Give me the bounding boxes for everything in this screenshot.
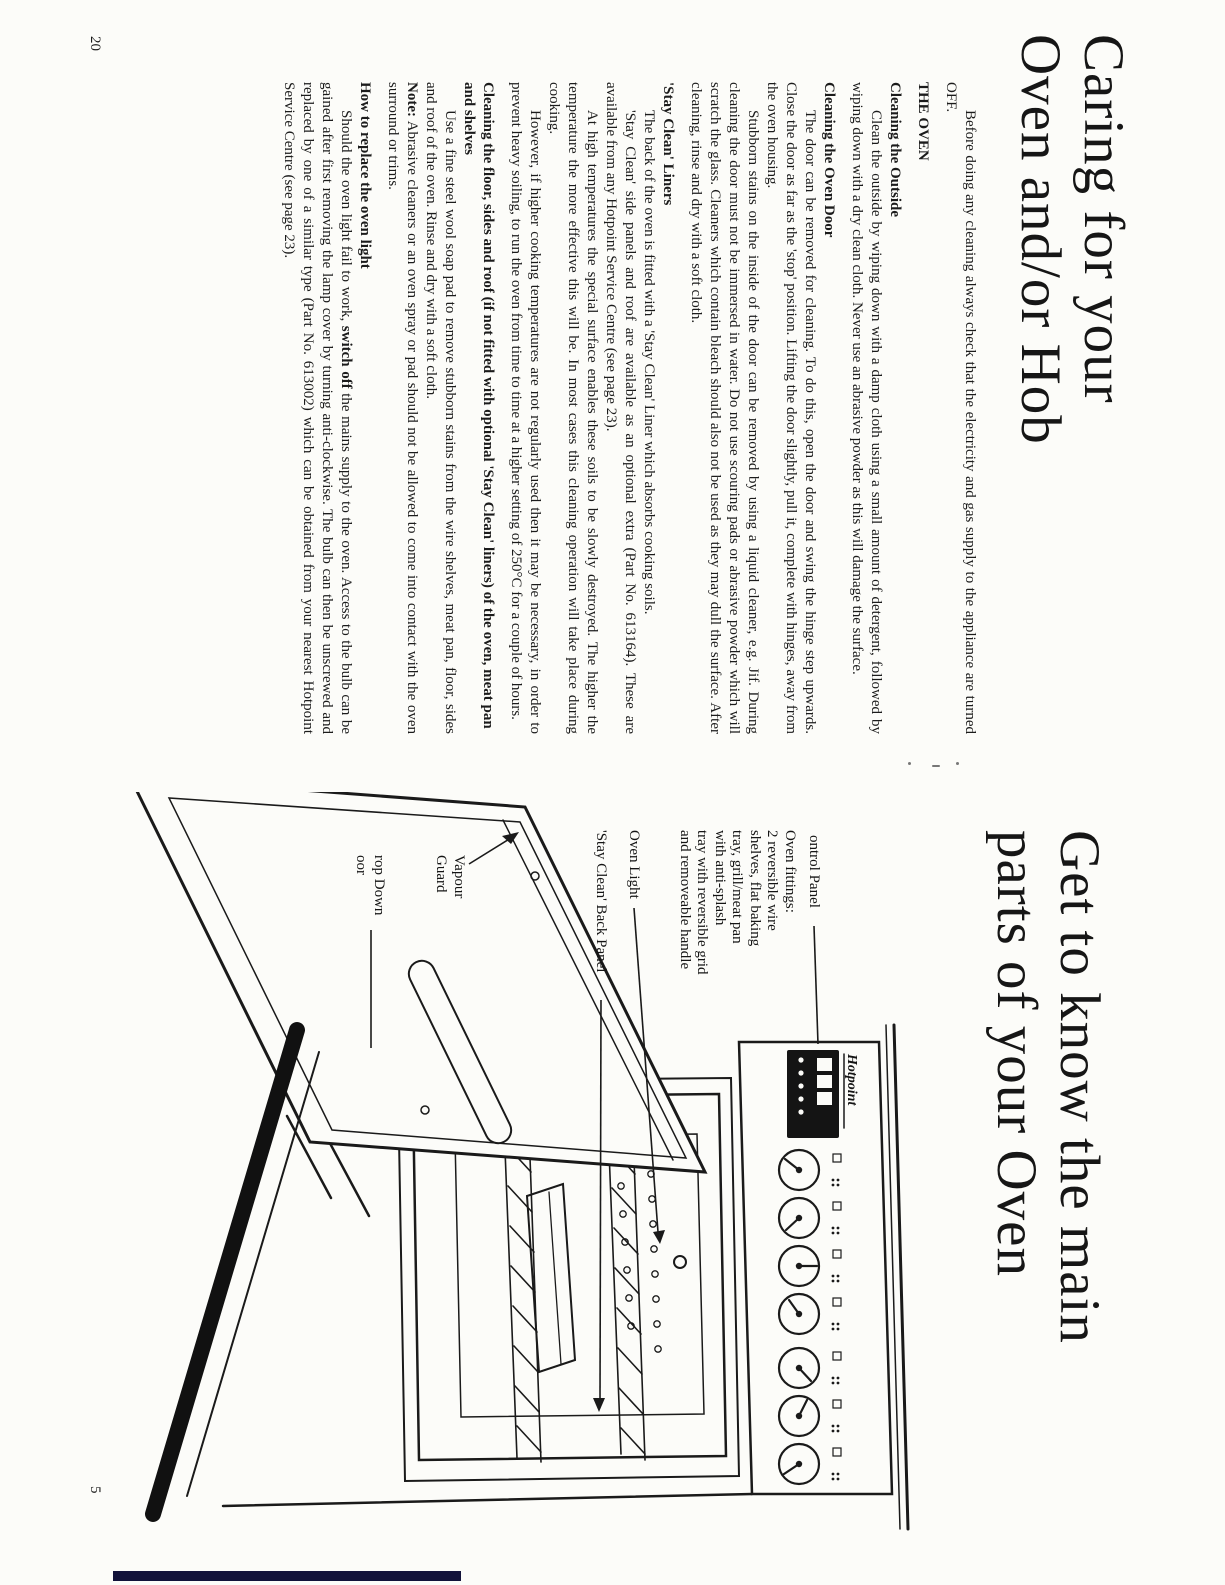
fittings-line: tray with reversible grid — [694, 830, 711, 975]
paragraph: Use a fine steel wool soap pad to remove stubborn stains from the wire shelves, meat pan, floor, sides and roof of the oven. Rinse and dry with a soft cloth. — [423, 82, 458, 734]
arrow-icon — [593, 1398, 605, 1412]
page-title-caring — [1009, 34, 1135, 445]
paragraph-text: Should the oven light fail to work, — [338, 110, 354, 326]
note-text: Abrasive cleaners or an oven spray or pad should not be allowed to come into contact with the oven surround or trims. — [385, 82, 420, 734]
intro-paragraph: Before doing any cleaning always check that the electricity and gas supply to the appliance are turned OFF. — [943, 82, 978, 734]
scan-speck — [956, 762, 959, 765]
control-knobs — [779, 1150, 841, 1484]
scan-speck — [908, 762, 911, 765]
heading-the-oven: THE OVEN — [915, 82, 931, 161]
note-paragraph — [383, 82, 421, 734]
label-vapour-guard — [432, 855, 467, 898]
paragraph — [279, 82, 355, 734]
page-parts — [0, 792, 1225, 1585]
title-line-2: parts of your Oven — [985, 830, 1048, 1277]
clock-display — [787, 1050, 839, 1138]
knob-2 — [779, 1198, 841, 1238]
page-number-5: 5 — [87, 1486, 103, 1494]
paragraph: 'Stay Clean' side panels and roof are available as an optional extra (Part No. 613164). These are available from any Hotpoint Service Centre (see page 23). — [603, 82, 638, 734]
label-drop-down-door — [352, 855, 387, 915]
paragraph: However, if higher cooking temperatures are not regularly used then it may be necessary, in order to prevent heavy soiling, to run the oven from time to time at a higher setting of 250°C for a couple of hours. — [508, 82, 543, 734]
logo-text: Hotpoint — [844, 1054, 859, 1106]
title-line-1: Caring for your — [1072, 34, 1135, 404]
heading-cleaning-outside: Cleaning the Outside — [887, 82, 903, 218]
heading-cleaning-door: Cleaning the Oven Door — [821, 82, 837, 238]
label-oven-light: Oven Light — [626, 830, 642, 899]
heading-stay-clean: 'Stay Clean' Liners — [660, 82, 676, 206]
scan-speck — [932, 765, 940, 767]
page-number-20: 20 — [87, 36, 103, 51]
fittings-line: tray, grill/meat pan — [729, 830, 746, 944]
fittings-line: and removeable handle — [677, 830, 693, 970]
knob-6 — [779, 1396, 841, 1436]
fittings-line: 2 reversible wire — [764, 830, 781, 931]
label-stay-clean-back-panel: 'Stay Clean' Back Panel — [593, 830, 609, 973]
label-control-panel: ontrol Panel — [806, 835, 822, 908]
paragraph: The back of the oven is fitted with a 'Stay Clean' Liner which absorbs cooking soils. — [641, 110, 657, 615]
hob-top-edge — [886, 1025, 908, 1529]
paragraph: The door can be removed for cleaning. To do this, open the door and swing the hinge step upwards. Close the door as far as the 'stop' position. Lifting the door slightly, pull it, complete with hinges, away from the oven housing. — [764, 82, 818, 734]
knob-3 — [779, 1246, 841, 1286]
knob-5 — [779, 1348, 841, 1388]
paragraph: At high temperatures the special surface enables these soils to be slowly destroyed. The higher the temperature the more effective this will be. In most cases this cleaning operation will take place during cooking. — [546, 82, 600, 734]
title-line-1: Get to know the main — [1048, 830, 1111, 1344]
page-caring — [0, 0, 1225, 792]
heading-cleaning-floor: Cleaning the floor, sides and roof (if not fitted with optional 'Stay Clean' liners) of the oven, meat pan and shelves — [461, 82, 496, 729]
cabinet-right-edge — [223, 1494, 752, 1506]
knob-1 — [779, 1150, 841, 1190]
drop-down-door — [130, 792, 705, 1172]
paragraph-text: the mains supply to the oven. Access to the bulb can be gained after first removing the lamp cover by turning anti-clockwise. The bulb can then be unscrewed and replaced by one of a similar type (Part No. 613002) which can be obtained from your nearest Hotpoint Service Centre (see page 23). — [281, 82, 354, 734]
body-text — [279, 82, 979, 734]
note-label: Note: — [404, 82, 420, 117]
label-line: oor — [353, 855, 370, 875]
stay-clean-back-panel — [455, 1134, 704, 1417]
label-line: Vapour — [451, 855, 467, 899]
page-title-parts — [985, 830, 1111, 1344]
hotpoint-logo — [844, 1053, 859, 1128]
label-line: rop Down — [371, 855, 387, 916]
paragraph: Stubborn stains on the inside of the door can be removed by using a liquid cleaner, e.g. Jif. During cleaning the door must not be immersed in water. Do not use scouring pads or abrasive powder which will scratch the glass. Cleaners which contain bleach should also not be used as they may dull the surface. After cleaning, rinse and dry with a soft cloth. — [688, 82, 761, 734]
label-line: Guard — [433, 855, 450, 893]
fittings-line: Oven fittings: — [782, 830, 798, 913]
heading-replace-light: How to replace the oven light — [357, 82, 373, 269]
knob-7 — [779, 1444, 841, 1484]
scan-artifact-bar — [113, 1571, 461, 1581]
label-oven-fittings — [676, 830, 799, 975]
oven-light-bulb — [674, 1256, 686, 1268]
knob-4 — [779, 1294, 841, 1334]
fittings-line: with anti-splash — [712, 830, 728, 926]
title-line-2: Oven and/or Hob — [1009, 34, 1072, 445]
bold-switch-off: switch off — [338, 325, 354, 389]
paragraph: Clean the outside by wiping down with a damp cloth using a small amount of detergent, followed by wiping down with a dry clean cloth. Never use an abrasive powder as this will damage the surface. — [849, 82, 884, 734]
fittings-line: shelves, flat baking — [747, 830, 763, 947]
leader-control-panel — [814, 926, 818, 1044]
arrow-icon — [653, 1230, 665, 1244]
